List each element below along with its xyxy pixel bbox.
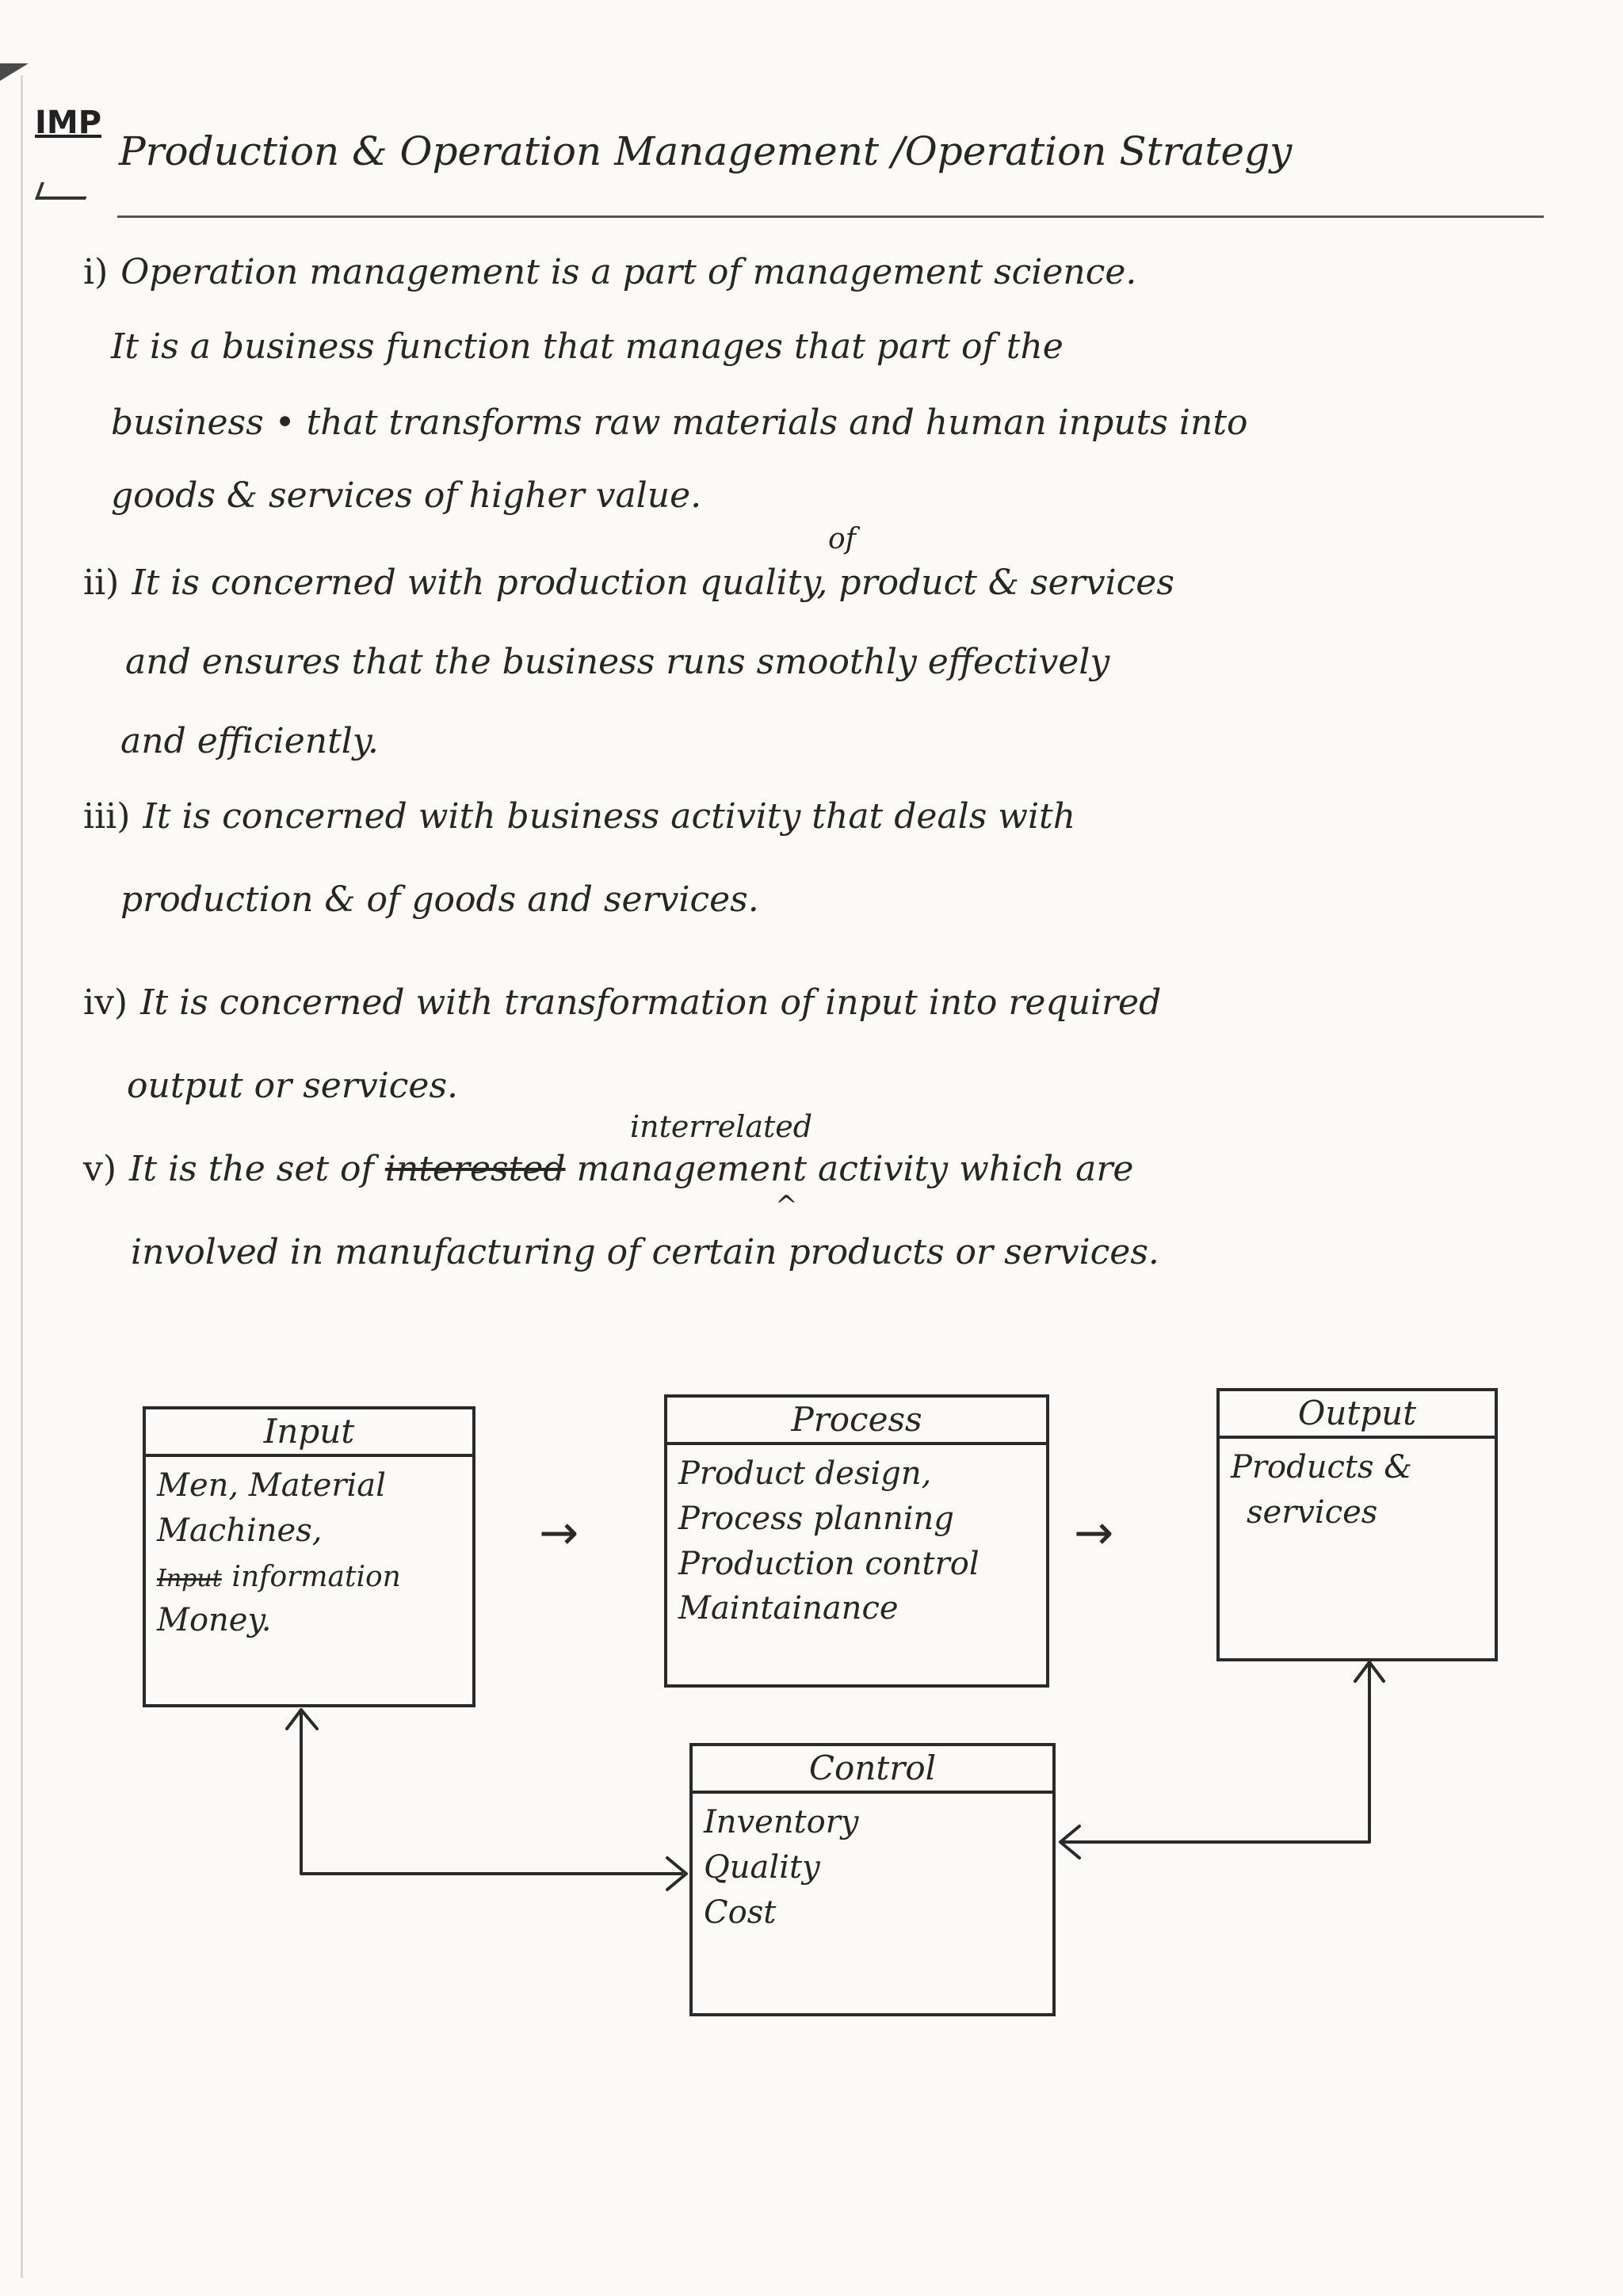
process-item: Maintainance xyxy=(678,1590,899,1627)
point-number: iv) xyxy=(83,982,128,1023)
process-item: Process planning xyxy=(678,1500,954,1537)
process-title: Process xyxy=(667,1398,1046,1445)
struck-word: interested xyxy=(384,1149,566,1189)
point-text: Operation management is a part of management science. xyxy=(120,252,1137,292)
page-title: Production & Operation Management /Operation Strategy xyxy=(119,128,1293,174)
output-title: Output xyxy=(1220,1391,1495,1439)
process-item: Production control xyxy=(678,1545,980,1582)
arrow-right-icon: → xyxy=(539,1505,579,1561)
input-item: information xyxy=(231,1560,401,1593)
point-text: It is the set of xyxy=(129,1149,374,1189)
point-number: v) xyxy=(83,1149,117,1189)
point-text: It is concerned with business activity that deals with xyxy=(143,796,1076,837)
inserted-word: of xyxy=(828,523,856,555)
point-4-line-2: output or services. xyxy=(127,1066,459,1106)
point-1-line-2: It is a business function that manages that part of the xyxy=(111,326,1064,367)
input-item: Money. xyxy=(157,1602,272,1639)
struck-word: Input xyxy=(157,1564,222,1592)
arrow-right-icon: → xyxy=(1074,1505,1114,1561)
point-3-line-2: production & of goods and services. xyxy=(120,879,759,920)
caret-icon: ^ xyxy=(775,1190,798,1222)
control-item: Cost xyxy=(704,1894,777,1931)
input-item: Men, Material xyxy=(157,1467,386,1504)
control-item: Quality xyxy=(704,1848,820,1886)
point-number: ii) xyxy=(83,563,120,603)
point-text: management activity which are xyxy=(576,1149,1134,1189)
input-title: Input xyxy=(146,1409,472,1457)
control-item: Inventory xyxy=(704,1804,859,1840)
connector-output-to-control xyxy=(1062,1664,1369,1842)
process-item: Product design, xyxy=(678,1455,932,1492)
point-number: iii) xyxy=(83,796,131,837)
connector-control-to-input xyxy=(301,1711,682,1874)
point-1-line-4: goods & services of higher value. xyxy=(111,475,702,516)
point-1-line-3: business • that transforms raw materials and human inputs into xyxy=(111,402,1248,443)
imp-marker: IMP xyxy=(35,105,102,141)
point-5-line-2: involved in manufacturing of certain products or services. xyxy=(131,1232,1159,1272)
point-text: It is concerned with transformation of input into required xyxy=(140,982,1162,1023)
output-item: Products & xyxy=(1231,1449,1412,1486)
point-text: It is concerned with production quality, product & services xyxy=(132,563,1174,603)
output-item: services xyxy=(1247,1493,1378,1531)
input-item: Machines, xyxy=(157,1512,323,1549)
point-2-line-2: and ensures that the business runs smoothly effectively xyxy=(125,642,1110,682)
control-title: Control xyxy=(693,1746,1052,1794)
inserted-word: interrelated xyxy=(630,1109,813,1144)
point-number: i) xyxy=(83,252,109,292)
point-2-line-3: and efficiently. xyxy=(120,721,379,761)
